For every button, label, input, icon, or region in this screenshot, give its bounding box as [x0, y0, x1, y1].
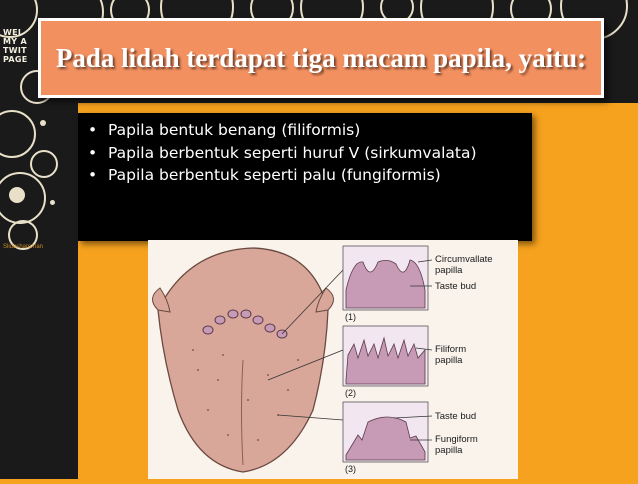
bullet-item [88, 142, 522, 165]
bullet-icon: • [88, 166, 98, 184]
decor-dot [50, 200, 55, 205]
decor-circle [30, 150, 58, 178]
label-taste-bud: Taste bud [435, 411, 477, 422]
label-filiform: Filiform papilla [435, 344, 467, 366]
slide-title: Pada lidah terdapat tiga macam papila, yaitu: [55, 42, 587, 73]
bullet-text: Papila bentuk benang (filiformis) [108, 121, 361, 139]
watermark: Slideshare/rian [3, 244, 44, 250]
panel-number: (3) [345, 464, 356, 474]
decor-circle [0, 110, 36, 158]
panel-number: (1) [345, 312, 356, 322]
decor-dot [40, 120, 46, 126]
panel-number: (2) [345, 388, 356, 398]
label-fungiform: Fungiform papilla [435, 434, 478, 456]
title-box [38, 18, 604, 98]
label-circumvallate: Circumvallate papilla [435, 254, 493, 276]
tongue-papillae-figure [148, 240, 518, 479]
bullet-list [78, 113, 532, 187]
welcome-text [3, 28, 43, 64]
bullet-item [88, 119, 522, 142]
welcome-line: WEL [3, 28, 24, 37]
label-taste-bud: Taste bud [435, 281, 477, 292]
bullet-item [88, 164, 522, 187]
bullet-icon: • [88, 143, 98, 162]
circumvallate-papilla-shape [346, 260, 425, 308]
bullet-list-box [78, 113, 532, 241]
bullet-text: Papila berbentuk seperti huruf V (sirkumvalata) [108, 143, 477, 162]
decor-dot [9, 187, 25, 203]
welcome-line: PAGE [3, 55, 28, 64]
welcome-line: MY A [3, 37, 27, 46]
bullet-icon: • [88, 121, 98, 139]
welcome-line: TWIT [3, 46, 27, 55]
bullet-text: Papila berbentuk seperti palu (fungiformis) [108, 166, 441, 184]
